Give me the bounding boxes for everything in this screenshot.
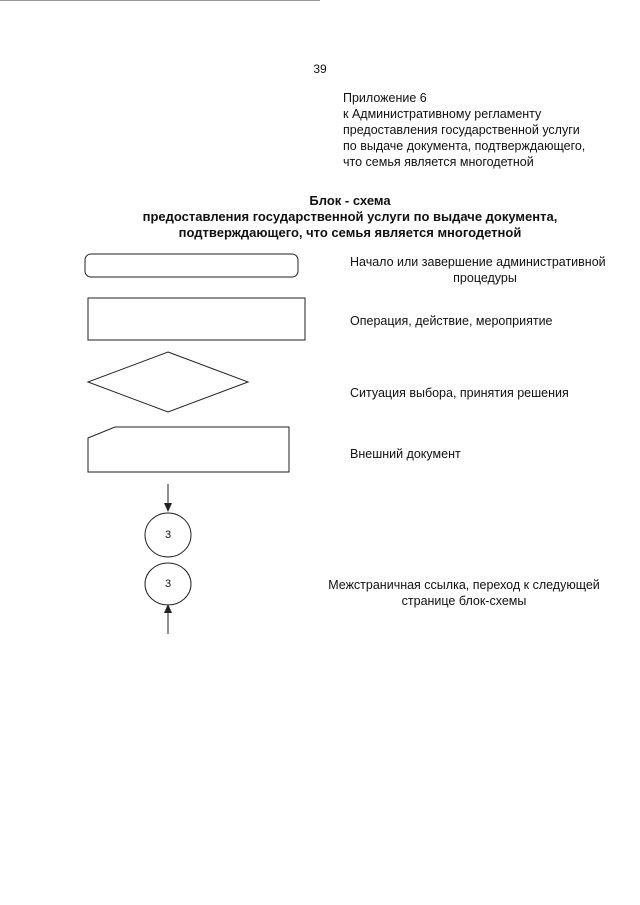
external-document-shape bbox=[88, 427, 289, 472]
legend-line: процедуры bbox=[453, 271, 517, 285]
appendix-line: к Административному регламенту bbox=[343, 107, 542, 121]
title-line: Блок - схема bbox=[309, 193, 391, 208]
appendix-line: Приложение 6 bbox=[343, 91, 427, 105]
legend-connector bbox=[318, 577, 610, 609]
legend-start-end bbox=[350, 254, 620, 286]
operation-shape bbox=[88, 298, 305, 340]
legend-line: странице блок-схемы bbox=[401, 594, 527, 608]
title-line: подтверждающего, что семья является многодетной bbox=[178, 225, 522, 240]
legend-operation: Операция, действие, мероприятие bbox=[350, 314, 553, 328]
appendix-line: предоставления государственной услуги bbox=[343, 123, 580, 137]
connector-label-bottom: 3 bbox=[164, 578, 172, 590]
page-number: 39 bbox=[313, 62, 327, 76]
legend-line: Межстраничная ссылка, переход к следующей bbox=[328, 578, 600, 592]
arrow-head-down bbox=[164, 503, 172, 512]
appendix-line: по выдаче документа, подтверждающего, bbox=[343, 139, 586, 153]
legend-document: Внешний документ bbox=[350, 447, 461, 461]
legend-line: Начало или завершение административной bbox=[350, 255, 606, 269]
start-end-shape bbox=[85, 254, 298, 277]
title-line: предоставления государственной услуги по выдаче документа, bbox=[142, 209, 558, 224]
legend-decision: Ситуация выбора, принятия решения bbox=[350, 386, 569, 400]
decision-shape bbox=[88, 352, 248, 412]
connector-label-top: 3 bbox=[164, 529, 172, 541]
appendix-line: что семья является многодетной bbox=[343, 155, 534, 169]
